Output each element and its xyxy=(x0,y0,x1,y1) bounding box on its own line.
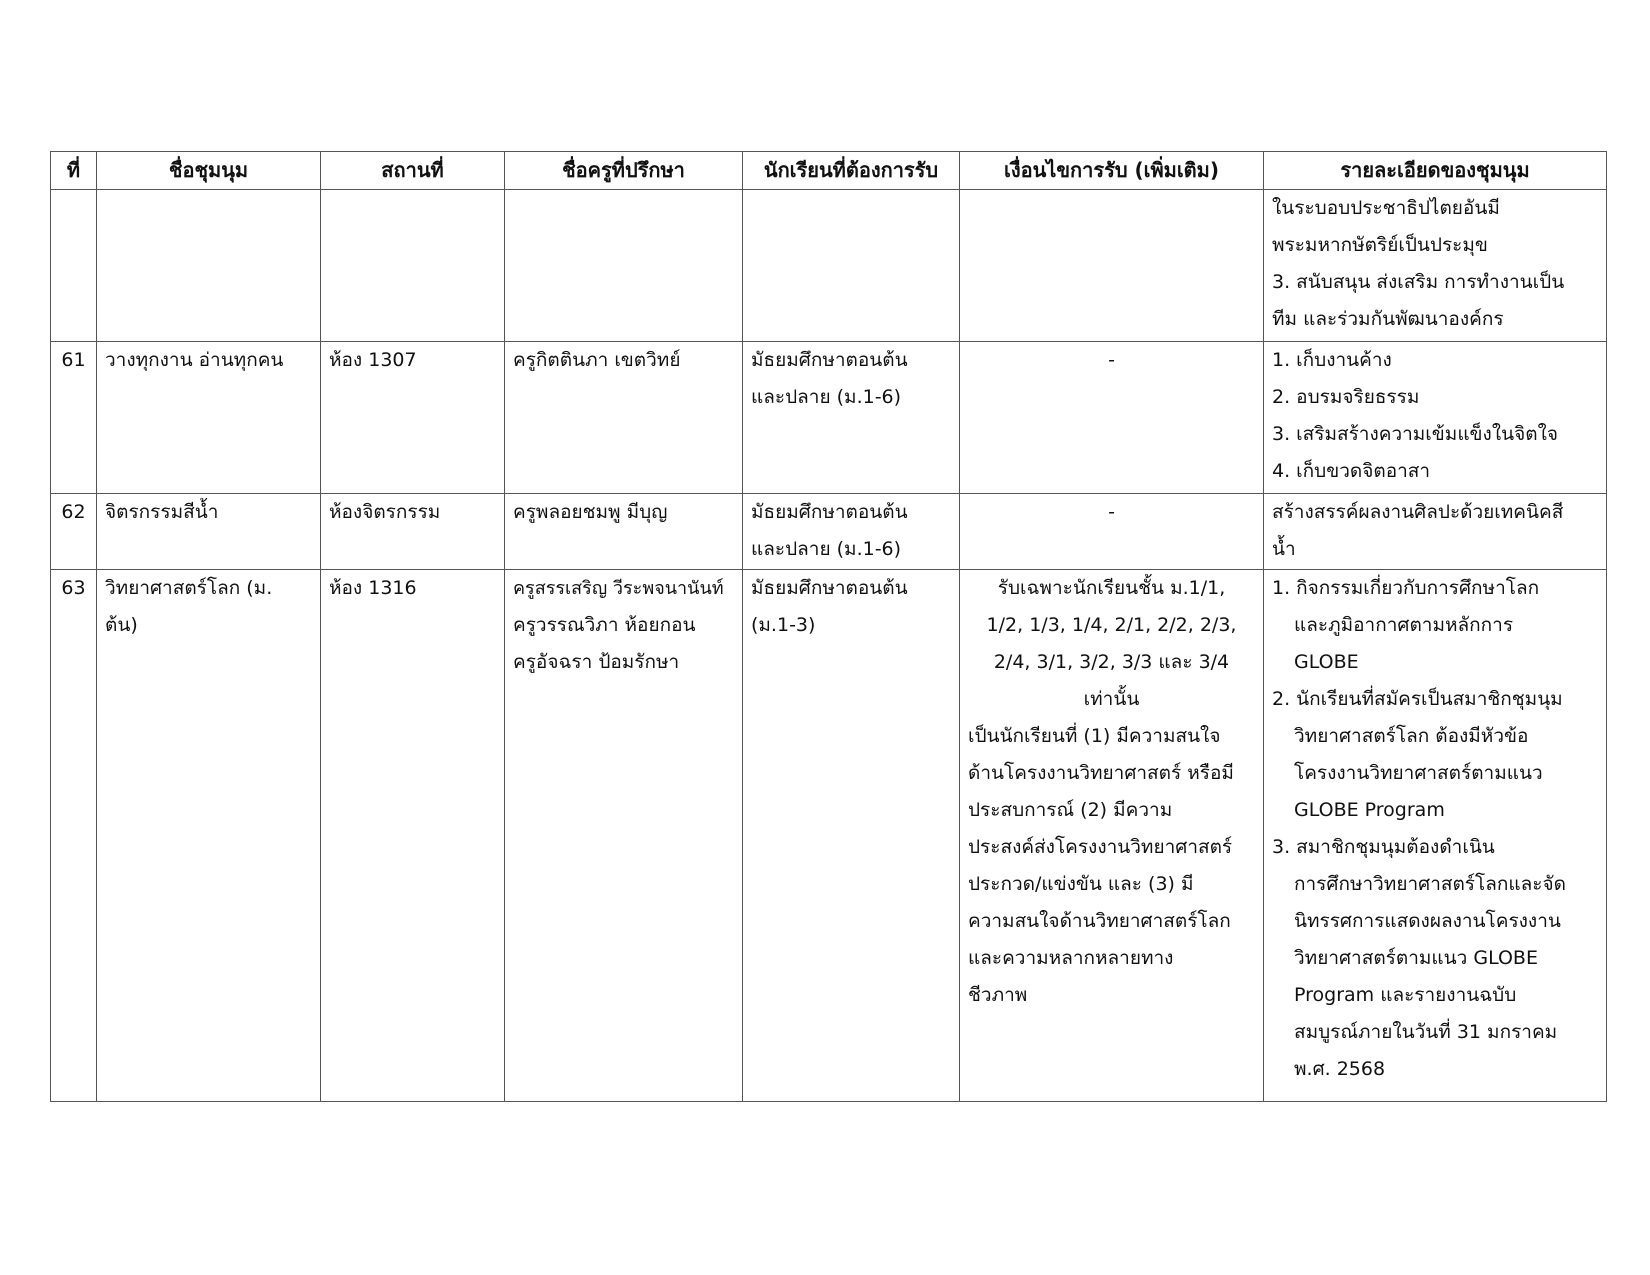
advisor-name: ครูพลอยชมพู มีบุญ xyxy=(513,501,668,523)
cell-location xyxy=(321,190,505,342)
conditions-line: เป็นนักเรียนที่ (1) มีความสนใจ xyxy=(968,725,1221,747)
header-students: นักเรียนที่ต้องการรับ xyxy=(743,152,960,190)
club-name: วางทุกงาน อ่านทุกคน xyxy=(105,349,284,371)
details-line: และภูมิอากาศตามหลักการ xyxy=(1294,614,1514,636)
cell-no: 62 xyxy=(51,494,97,570)
details-line: น้ำ xyxy=(1272,538,1296,560)
details-line: 3. สมาชิกชุมนุมต้องดำเนิน xyxy=(1272,836,1495,858)
details-line: 3. สนับสนุน ส่งเสริม การทำงานเป็น xyxy=(1272,271,1565,293)
cell-club-name xyxy=(97,190,321,342)
conditions-line: ประสงค์ส่งโครงงานวิทยาศาสตร์ xyxy=(968,836,1233,858)
students-line: (ม.1-3) xyxy=(751,614,816,636)
conditions-line: ประกวด/แข่งขัน และ (3) มี xyxy=(968,873,1194,895)
table-row xyxy=(51,342,1607,494)
cell-advisor xyxy=(505,570,743,1102)
details-line: 2. อบรมจริยธรรม xyxy=(1272,386,1420,408)
cell-club-name xyxy=(97,494,321,570)
cell-conditions xyxy=(960,570,1264,1102)
students-line: มัธยมศึกษาตอนต้น xyxy=(751,501,908,523)
cell-details xyxy=(1264,494,1607,570)
cell-students xyxy=(743,570,960,1102)
cell-no: 61 xyxy=(51,342,97,494)
students-line: และปลาย (ม.1-6) xyxy=(751,538,902,560)
details-line: 4. เก็บขวดจิตอาสา xyxy=(1272,460,1431,482)
students-line: และปลาย (ม.1-6) xyxy=(751,386,902,408)
conditions-line: รับเฉพาะนักเรียนชั้น ม.1/1, xyxy=(997,577,1226,599)
header-location: สถานที่ xyxy=(321,152,505,190)
details-line: นิทรรศการแสดงผลงานโครงงาน xyxy=(1294,910,1561,932)
details-line: 3. เสริมสร้างความเข้มแข็งในจิตใจ xyxy=(1272,423,1558,445)
table-header-row xyxy=(51,152,1607,190)
advisor-name: ครูอัจฉรา ป้อมรักษา xyxy=(513,651,680,673)
location: ห้อง 1307 xyxy=(329,349,417,371)
cell-details xyxy=(1264,570,1607,1102)
conditions-line: ชีวภาพ xyxy=(968,984,1028,1006)
cell-location xyxy=(321,494,505,570)
club-name: วิทยาศาสตร์โลก (ม. xyxy=(105,577,273,599)
club-table xyxy=(50,151,1607,1102)
details-line: พ.ศ. 2568 xyxy=(1294,1058,1386,1080)
conditions-line: 2/4, 3/1, 3/2, 3/3 และ 3/4 xyxy=(993,651,1230,673)
details-line: โครงงานวิทยาศาสตร์ตามแนว xyxy=(1294,762,1543,784)
table-row xyxy=(51,570,1607,1102)
cell-details xyxy=(1264,190,1607,342)
conditions-line: ความสนใจด้านวิทยาศาสตร์โลก xyxy=(968,910,1231,932)
details-line: GLOBE xyxy=(1294,651,1359,673)
cell-details xyxy=(1264,342,1607,494)
header-no: ที่ xyxy=(51,152,97,190)
club-name: จิตรกรรมสีน้ำ xyxy=(105,501,219,523)
cell-conditions xyxy=(960,190,1264,342)
conditions-line: ประสบการณ์ (2) มีความ xyxy=(968,799,1173,821)
cell-advisor xyxy=(505,190,743,342)
header-details: รายละเอียดของชุมนุม xyxy=(1264,152,1607,190)
cell-conditions: - xyxy=(960,494,1264,570)
students-line: มัธยมศึกษาตอนต้น xyxy=(751,577,908,599)
conditions-line: เท่านั้น xyxy=(1083,688,1140,710)
cell-students xyxy=(743,190,960,342)
details-line: การศึกษาวิทยาศาสตร์โลกและจัด xyxy=(1294,873,1566,895)
details-line: สร้างสรรค์ผลงานศิลปะด้วยเทคนิคสี xyxy=(1272,501,1564,523)
details-line: พระมหากษัตริย์เป็นประมุข xyxy=(1272,234,1488,256)
details-line: ในระบอบประชาธิปไตยอันมี xyxy=(1272,197,1500,219)
details-line: ทีม และร่วมกันพัฒนาองค์กร xyxy=(1272,308,1504,330)
cell-advisor xyxy=(505,342,743,494)
students-line: มัธยมศึกษาตอนต้น xyxy=(751,349,908,371)
advisor-name: ครูสรรเสริญ วีระพจนานันท์ xyxy=(513,578,724,599)
details-line: GLOBE Program xyxy=(1294,799,1445,821)
header-club-name: ชื่อชุมนุม xyxy=(97,152,321,190)
club-name: ต้น) xyxy=(105,614,138,636)
details-line: 2. นักเรียนที่สมัครเป็นสมาชิกชุมนุม xyxy=(1272,688,1563,710)
details-line: วิทยาศาสตร์ตามแนว GLOBE xyxy=(1294,947,1538,969)
conditions-line: 1/2, 1/3, 1/4, 2/1, 2/2, 2/3, xyxy=(986,614,1237,636)
advisor-name: ครูวรรณวิภา ห้อยกอน xyxy=(513,614,696,636)
advisor-name: ครูกิตตินภา เขตวิทย์ xyxy=(513,349,681,371)
header-advisor: ชื่อครูที่ปรึกษา xyxy=(505,152,743,190)
details-line: 1. กิจกรรมเกี่ยวกับการศึกษาโลก xyxy=(1272,577,1540,599)
cell-students xyxy=(743,342,960,494)
cell-advisor xyxy=(505,494,743,570)
cell-location xyxy=(321,570,505,1102)
cell-location xyxy=(321,342,505,494)
details-line: 1. เก็บงานค้าง xyxy=(1272,349,1392,371)
location: ห้อง 1316 xyxy=(329,577,417,599)
details-line: สมบูรณ์ภายในวันที่ 31 มกราคม xyxy=(1294,1021,1558,1043)
cell-club-name xyxy=(97,570,321,1102)
table-row-continuation xyxy=(51,190,1607,342)
cell-no xyxy=(51,190,97,342)
header-conditions: เงื่อนไขการรับ (เพิ่มเติม) xyxy=(960,152,1264,190)
table-row xyxy=(51,494,1607,570)
cell-club-name xyxy=(97,342,321,494)
conditions-line: ด้านโครงงานวิทยาศาสตร์ หรือมี xyxy=(968,762,1234,784)
cell-conditions: - xyxy=(960,342,1264,494)
cell-students xyxy=(743,494,960,570)
location: ห้องจิตรกรรม xyxy=(329,501,441,523)
details-line: Program และรายงานฉบับ xyxy=(1294,984,1517,1006)
details-line: วิทยาศาสตร์โลก ต้องมีหัวข้อ xyxy=(1294,725,1529,747)
conditions-line: และความหลากหลายทาง xyxy=(968,947,1174,969)
cell-no: 63 xyxy=(51,570,97,1102)
